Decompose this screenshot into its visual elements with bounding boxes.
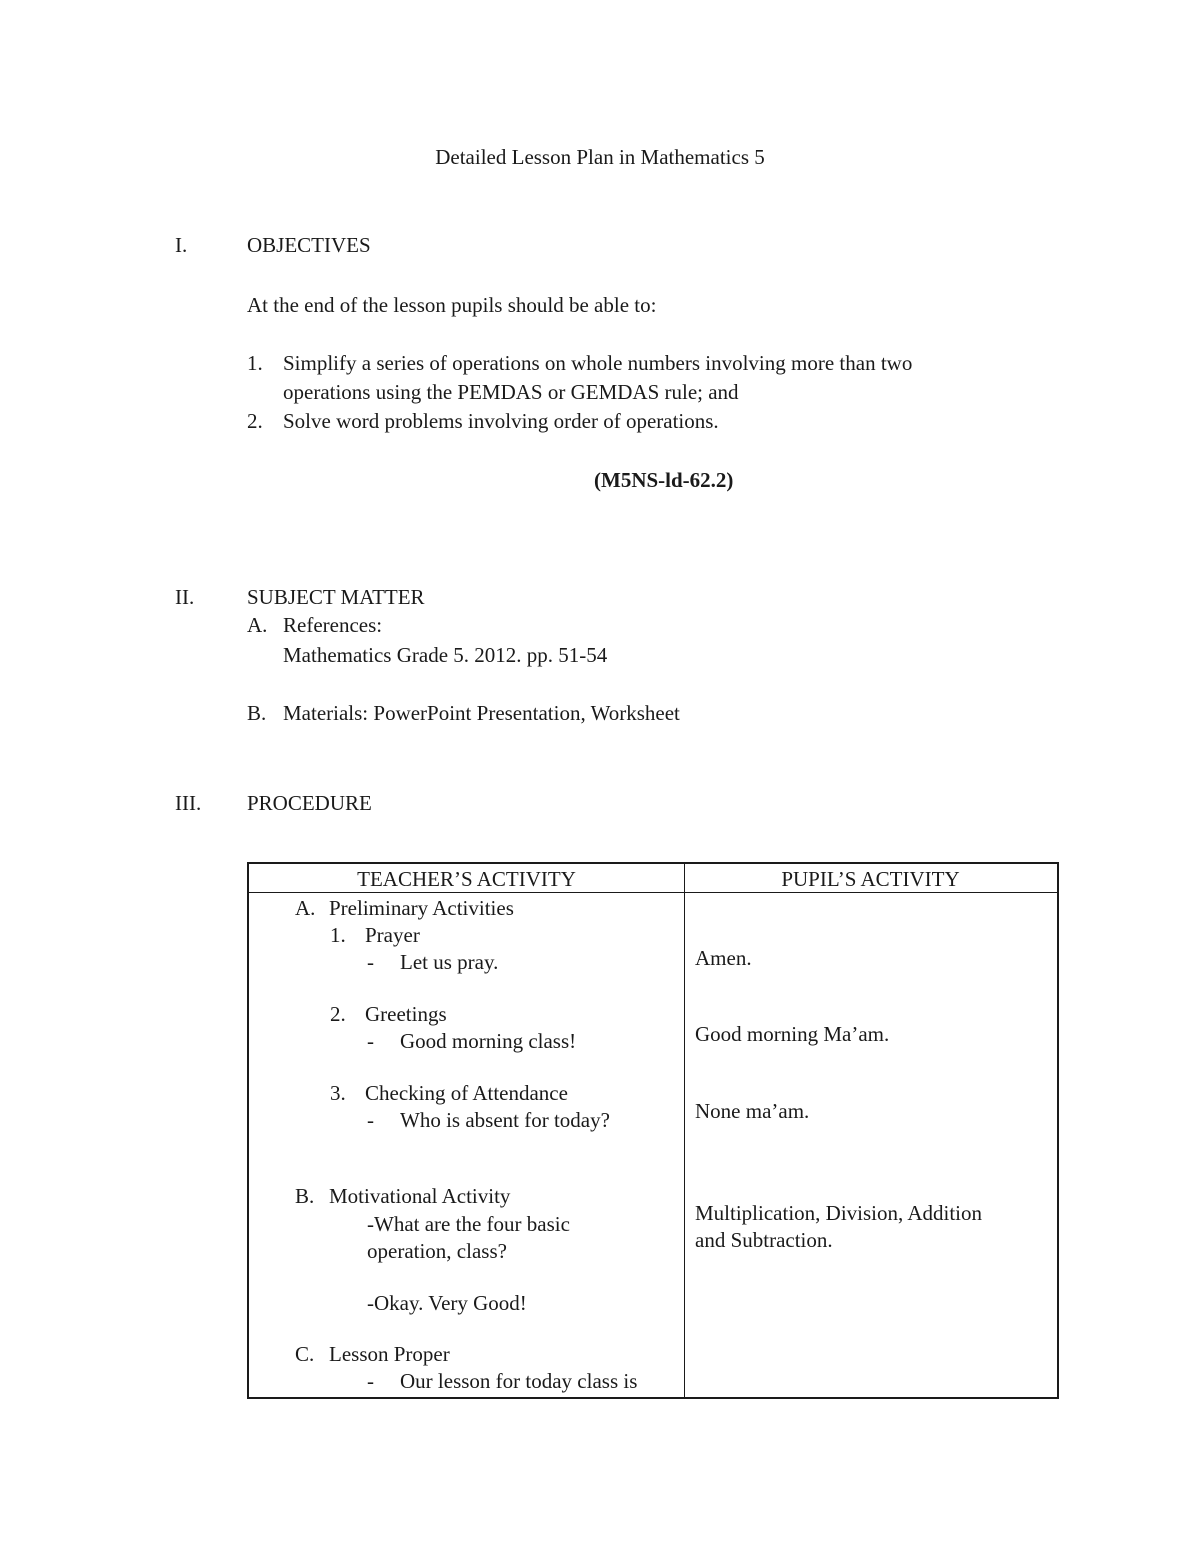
table-header-divider <box>249 892 1057 893</box>
section-heading-procedure: PROCEDURE <box>247 791 372 815</box>
section-numeral-subject-matter: II. <box>175 585 195 609</box>
dash-bullet: - <box>367 1029 374 1053</box>
teacher-activity-header: TEACHER’S ACTIVITY <box>357 867 576 891</box>
activity-letter: C. <box>295 1342 315 1366</box>
procedure-table <box>247 862 1059 1399</box>
activity-letter: A. <box>295 896 316 920</box>
step-number: 1. <box>330 923 346 947</box>
section-numeral-procedure: III. <box>175 791 202 815</box>
section-numeral-objectives: I. <box>175 233 188 257</box>
objective-text: Solve word problems involving order of operations. <box>283 409 719 433</box>
section-heading-subject-matter: SUBJECT MATTER <box>247 585 425 609</box>
pupil-activity-header: PUPIL’S ACTIVITY <box>781 867 960 891</box>
table-column-divider <box>684 864 685 1397</box>
objective-text: Simplify a series of operations on whole numbers involving more than two <box>283 351 913 375</box>
activity-letter: B. <box>295 1184 315 1208</box>
pupil-response: None ma’am. <box>695 1099 810 1123</box>
teacher-line-continued: operation, class? <box>367 1239 507 1263</box>
dash-bullet: - <box>367 950 374 974</box>
materials-text: Materials: PowerPoint Presentation, Worksheet <box>283 701 680 725</box>
teacher-line: Good morning class! <box>400 1029 577 1053</box>
step-title: Prayer <box>365 923 420 947</box>
pupil-response-continued: and Subtraction. <box>695 1228 833 1252</box>
section-heading-objectives: OBJECTIVES <box>247 233 371 257</box>
pupil-response: Good morning Ma’am. <box>695 1022 890 1046</box>
teacher-line: Who is absent for today? <box>400 1108 610 1132</box>
references-value: Mathematics Grade 5. 2012. pp. 51-54 <box>283 643 608 667</box>
step-title: Checking of Attendance <box>365 1081 568 1105</box>
teacher-line: Our lesson for today class is <box>400 1369 638 1393</box>
objective-number: 1. <box>247 351 263 375</box>
objectives-intro: At the end of the lesson pupils should be able to: <box>247 293 657 317</box>
pupil-response: Amen. <box>695 946 752 970</box>
materials-letter: B. <box>247 701 267 725</box>
step-title: Greetings <box>365 1002 447 1026</box>
dash-bullet: - <box>367 1369 374 1393</box>
step-number: 3. <box>330 1081 346 1105</box>
objective-text-continued: operations using the PEMDAS or GEMDAS rule; and <box>283 380 739 404</box>
step-number: 2. <box>330 1002 346 1026</box>
competency-code: (M5NS-ld-62.2) <box>594 468 734 492</box>
activity-title: Motivational Activity <box>329 1184 511 1208</box>
objective-number: 2. <box>247 409 263 433</box>
teacher-line: -Okay. Very Good! <box>367 1291 527 1315</box>
activity-title: Preliminary Activities <box>329 896 514 920</box>
teacher-line: Let us pray. <box>400 950 499 974</box>
teacher-line: -What are the four basic <box>367 1212 570 1236</box>
page-title: Detailed Lesson Plan in Mathematics 5 <box>435 145 765 169</box>
dash-bullet: - <box>367 1108 374 1132</box>
pupil-response: Multiplication, Division, Addition <box>695 1201 983 1225</box>
activity-title: Lesson Proper <box>329 1342 450 1366</box>
references-label: References: <box>283 613 383 637</box>
references-letter: A. <box>247 613 268 637</box>
